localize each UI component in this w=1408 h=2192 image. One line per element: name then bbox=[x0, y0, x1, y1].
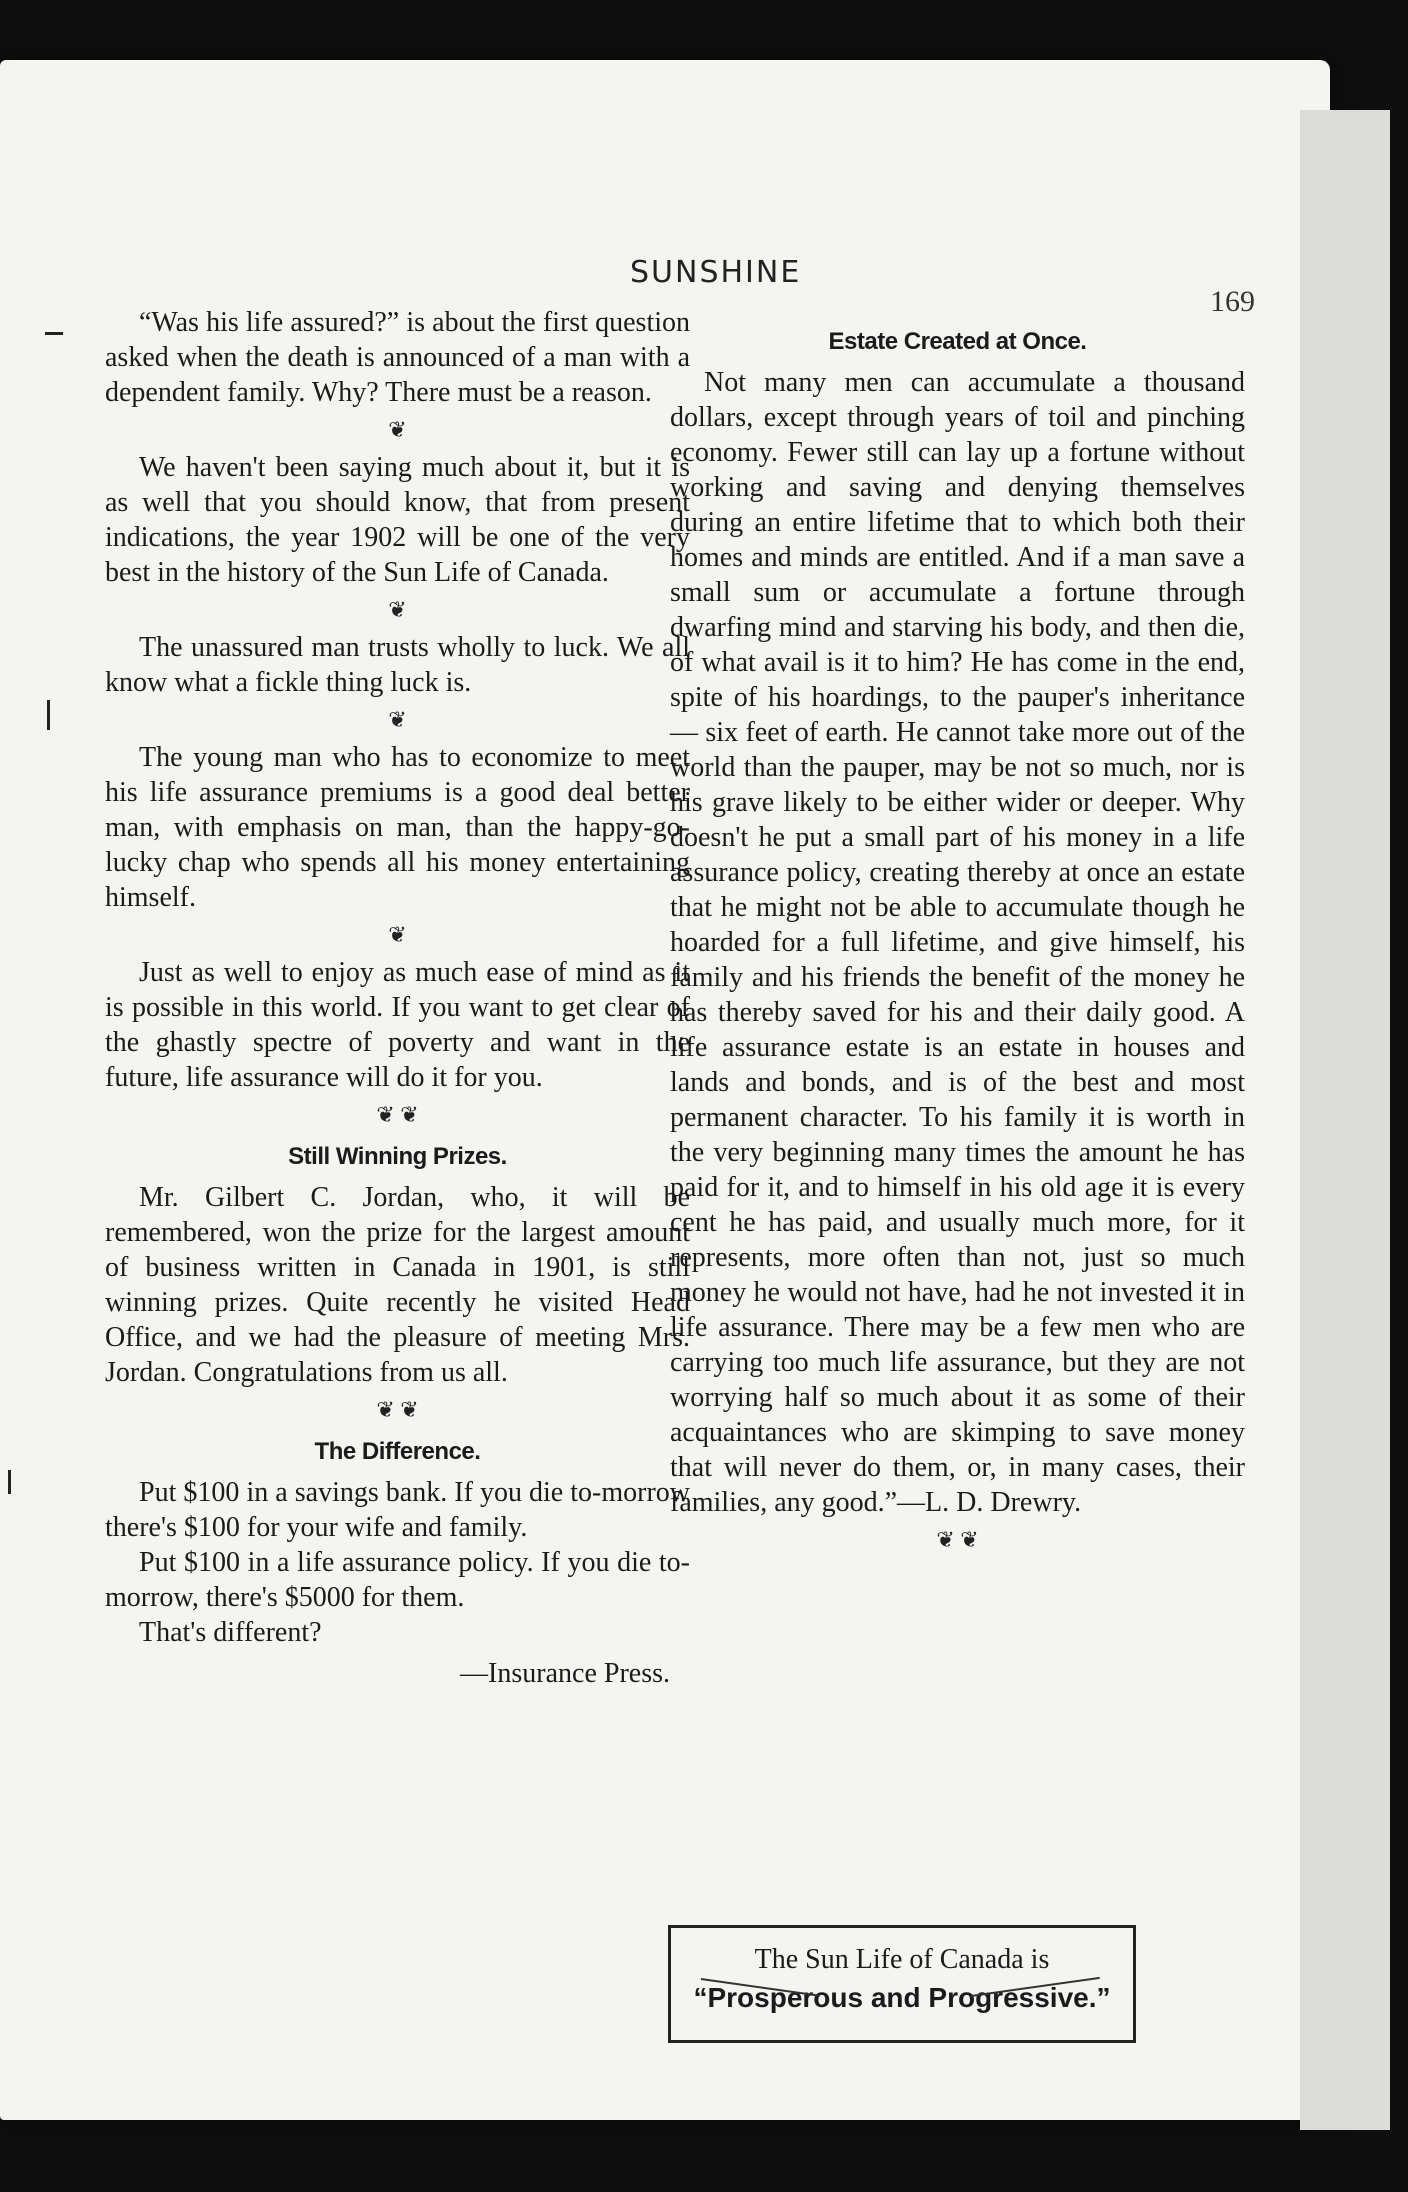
left-column bbox=[105, 305, 690, 1691]
paragraph: “Was his life assured?” is about the first question asked when the death is announced of a man with a dependent family. Why? There must be a reason. bbox=[105, 307, 690, 408]
fleuron-ornament: ❦ bbox=[388, 417, 407, 442]
paragraph: Mr. Gilbert C. Jordan, who, it will be remembered, won the prize for the largest amount of business written in Canada in 1901, is still winning prizes. Quite recently he visited Head Office, and we had the pleasure of meeting Mrs. Jordan. Congratulations from us all. bbox=[105, 1182, 690, 1388]
paragraph: We haven't been saying much about it, but it is as well that you should know, that from present indications, the year 1902 will be one of the very best in the history of the Sun Life of Canada. bbox=[105, 452, 690, 588]
section-heading: Estate Created at Once. bbox=[828, 328, 1087, 355]
margin-mark bbox=[8, 1470, 11, 1494]
paragraph: The young man who has to economize to meet his life assurance premiums is a good deal better man, with emphasis on man, than the happy-go-lucky chap who spends all his money entertaining himself. bbox=[105, 742, 690, 913]
ad-line: The Sun Life of Canada is bbox=[754, 1944, 1050, 1975]
ad-slogan: “Prosperous and Progressive.” bbox=[693, 1982, 1111, 2013]
page-number: 169 bbox=[1210, 285, 1255, 318]
fleuron-ornament: ❦ bbox=[388, 597, 407, 622]
paragraph: That's different? bbox=[139, 1617, 322, 1648]
fleuron-ornament: ❦ bbox=[388, 707, 407, 732]
section-heading: Still Winning Prizes. bbox=[288, 1143, 507, 1170]
paragraph: Put $100 in a savings bank. If you die to-morrow there's $100 for your wife and family. bbox=[105, 1477, 690, 1543]
paragraph: Not many men can accumulate a thousand dollars, except through years of toil and pinching economy. Fewer still can lay up a fortune without working and saving and denying themselves during an entire lifetime that to which both their homes and minds are entitled. And if a man save a small sum or accumulate a fortune through dwarfing mind and starving his body, and then die, of what avail is it to him? He has come in the end, spite of his hoardings, to the pauper's inheritance — six feet of earth. He cannot take more out of the world than the pauper, may be not so much, nor is his grave likely to be either wider or deeper. Why doesn't he put a small part of his money in a life assurance policy, creating thereby at once an estate that he might not be able to accumulate though he hoarded for a full lifetime, and give himself, his family and his friends the benefit of the money he has thereby saved for his and their daily good. A life assurance estate is an estate in houses and lands and bonds, and is of the best and most permanent character. To his family it is worth in the very beginning many times the amount he has paid for it, and to himself in his old age it is every cent he has paid, and usually much more, for it represents, more often than not, just so much money he would not have, had he not invested it in life assurance. There may be a few men who are carrying too much life assurance, but they are not worrying half so much about it as some of their acquaintances who are skimping to save money that will never do them, or, in many cases, their families, any good.”—L. D. Drewry. bbox=[670, 367, 1245, 1518]
margin-mark bbox=[45, 332, 63, 335]
paragraph: Just as well to enjoy as much ease of mind as it is possible in this world. If you want to get clear of the ghastly spectre of poverty and want in the future, life assurance will do it for you. bbox=[105, 957, 690, 1093]
margin-mark bbox=[47, 700, 50, 730]
right-column bbox=[670, 320, 1245, 1560]
page-edge-shadow bbox=[1300, 110, 1390, 2130]
paragraph: The unassured man trusts wholly to luck. We all know what a fickle thing luck is. bbox=[105, 632, 690, 698]
double-fleuron-ornament: ❦ ❦ bbox=[936, 1527, 979, 1552]
double-fleuron-ornament: ❦ ❦ bbox=[376, 1102, 419, 1127]
paragraph: Put $100 in a life assurance policy. If you die to-morrow, there's $5000 for them. bbox=[105, 1547, 690, 1613]
double-fleuron-ornament: ❦ ❦ bbox=[376, 1397, 419, 1422]
advertisement-box bbox=[668, 1925, 1136, 2043]
attribution: —Insurance Press. bbox=[460, 1658, 670, 1689]
page-header-title: SUNSHINE bbox=[630, 255, 802, 290]
section-heading: The Difference. bbox=[314, 1438, 481, 1465]
fleuron-ornament: ❦ bbox=[388, 922, 407, 947]
